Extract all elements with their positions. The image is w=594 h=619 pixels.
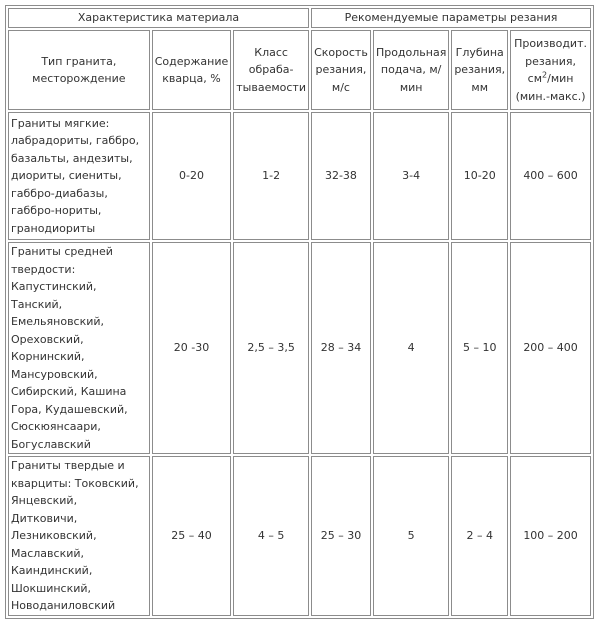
cell-speed: 28 – 34	[311, 242, 371, 454]
type-line: Граниты средней	[11, 245, 113, 258]
column-header-type	[8, 30, 150, 110]
type-line: габбро-диабазы,	[11, 186, 108, 200]
type-line: базальты, андезиты,	[11, 151, 133, 165]
column-header-quartz	[152, 30, 232, 110]
header-line: Содержание	[154, 54, 229, 68]
header-line: подача, м/	[380, 63, 442, 77]
header-line: кварца, %	[162, 72, 221, 85]
unit-text: см	[527, 72, 543, 85]
table-row	[8, 112, 591, 240]
type-line: Граниты мягкие:	[11, 116, 110, 130]
type-line: Капустинский, Танский,	[11, 280, 97, 311]
cell-granite-type	[8, 112, 150, 240]
column-header-depth	[451, 30, 508, 110]
header-line: месторождение	[32, 72, 126, 85]
cell-class: 2,5 – 3,5	[233, 242, 309, 454]
type-line: Богуславский	[11, 437, 91, 451]
type-line: Граниты твердые и	[11, 459, 125, 472]
type-line: Маславский,	[11, 546, 85, 560]
type-line: кварциты: Токовский,	[11, 476, 139, 490]
header-line: (мин.-макс.)	[515, 89, 586, 103]
header-line: Продольная	[375, 45, 447, 59]
cell-class: 1-2	[233, 112, 309, 240]
cell-quartz: 25 – 40	[152, 456, 232, 616]
cell-quartz: 20 -30	[152, 242, 232, 454]
type-line: Сибирский, Кашина	[11, 385, 127, 398]
cell-productivity: 200 – 400	[510, 242, 591, 454]
type-line: Ореховский,	[11, 332, 84, 346]
header-line: Производит.	[514, 37, 587, 50]
type-line: Лезниковский,	[11, 529, 97, 542]
type-line: гранодиориты	[11, 221, 96, 235]
cell-productivity: 100 – 200	[510, 456, 591, 616]
cell-granite-type	[8, 242, 150, 454]
cell-feed: 4	[373, 242, 449, 454]
column-header-feed	[373, 30, 449, 110]
cell-quartz: 0-20	[152, 112, 232, 240]
type-line: лабрадориты, габбро,	[11, 134, 140, 148]
header-line: Тип гранита,	[41, 54, 117, 68]
type-line: диориты, сиениты,	[11, 169, 122, 183]
type-line: твердости:	[11, 262, 76, 276]
header-line: Скорость	[314, 45, 368, 59]
unit-superscript: 2	[542, 70, 548, 80]
granite-cutting-table	[5, 5, 594, 619]
type-line: Гора, Кудашевский,	[11, 402, 128, 416]
group-header-cutting: Рекомендуемые параметры резания	[311, 8, 591, 28]
type-line: габбро-нориты,	[11, 204, 102, 218]
cell-depth: 10-20	[451, 112, 508, 240]
cell-granite-type	[8, 456, 150, 616]
type-line: Янцевский, Дитковичи,	[11, 494, 78, 525]
header-line: Класс	[254, 45, 288, 59]
type-line: Каиндинский,	[11, 564, 93, 577]
cell-speed: 25 – 30	[311, 456, 371, 616]
cell-feed: 3-4	[373, 112, 449, 240]
type-line: Емельяновский,	[11, 315, 105, 328]
cell-feed: 5	[373, 456, 449, 616]
type-line: Сюскюянсаари,	[11, 420, 101, 433]
header-line: резания,	[315, 63, 367, 77]
column-header-productivity	[510, 30, 591, 110]
header-line: м/с	[331, 80, 350, 94]
type-line: Мансуровский,	[11, 367, 98, 381]
header-line: тываемости	[236, 80, 306, 94]
header-line-unit	[513, 70, 588, 88]
header-line: обраба-	[248, 63, 294, 77]
header-line: Глубина	[455, 45, 504, 59]
header-line: резания,	[454, 63, 506, 77]
column-header-speed	[311, 30, 371, 110]
header-line: резания,	[525, 54, 576, 68]
column-header-class	[233, 30, 309, 110]
type-line: Корнинский,	[11, 350, 85, 363]
cell-class: 4 – 5	[233, 456, 309, 616]
table-row	[8, 242, 591, 454]
table-row	[8, 456, 591, 616]
cell-depth: 2 – 4	[451, 456, 508, 616]
unit-text: /мин	[547, 72, 574, 85]
cell-productivity: 400 – 600	[510, 112, 591, 240]
group-header-material: Характеристика материала	[8, 8, 309, 28]
type-line: Шокшинский,	[11, 581, 92, 595]
type-line: Новоданиловский	[11, 599, 116, 612]
cell-depth: 5 – 10	[451, 242, 508, 454]
header-line: мм	[471, 80, 489, 94]
header-line: мин	[399, 80, 423, 94]
cell-speed: 32-38	[311, 112, 371, 240]
